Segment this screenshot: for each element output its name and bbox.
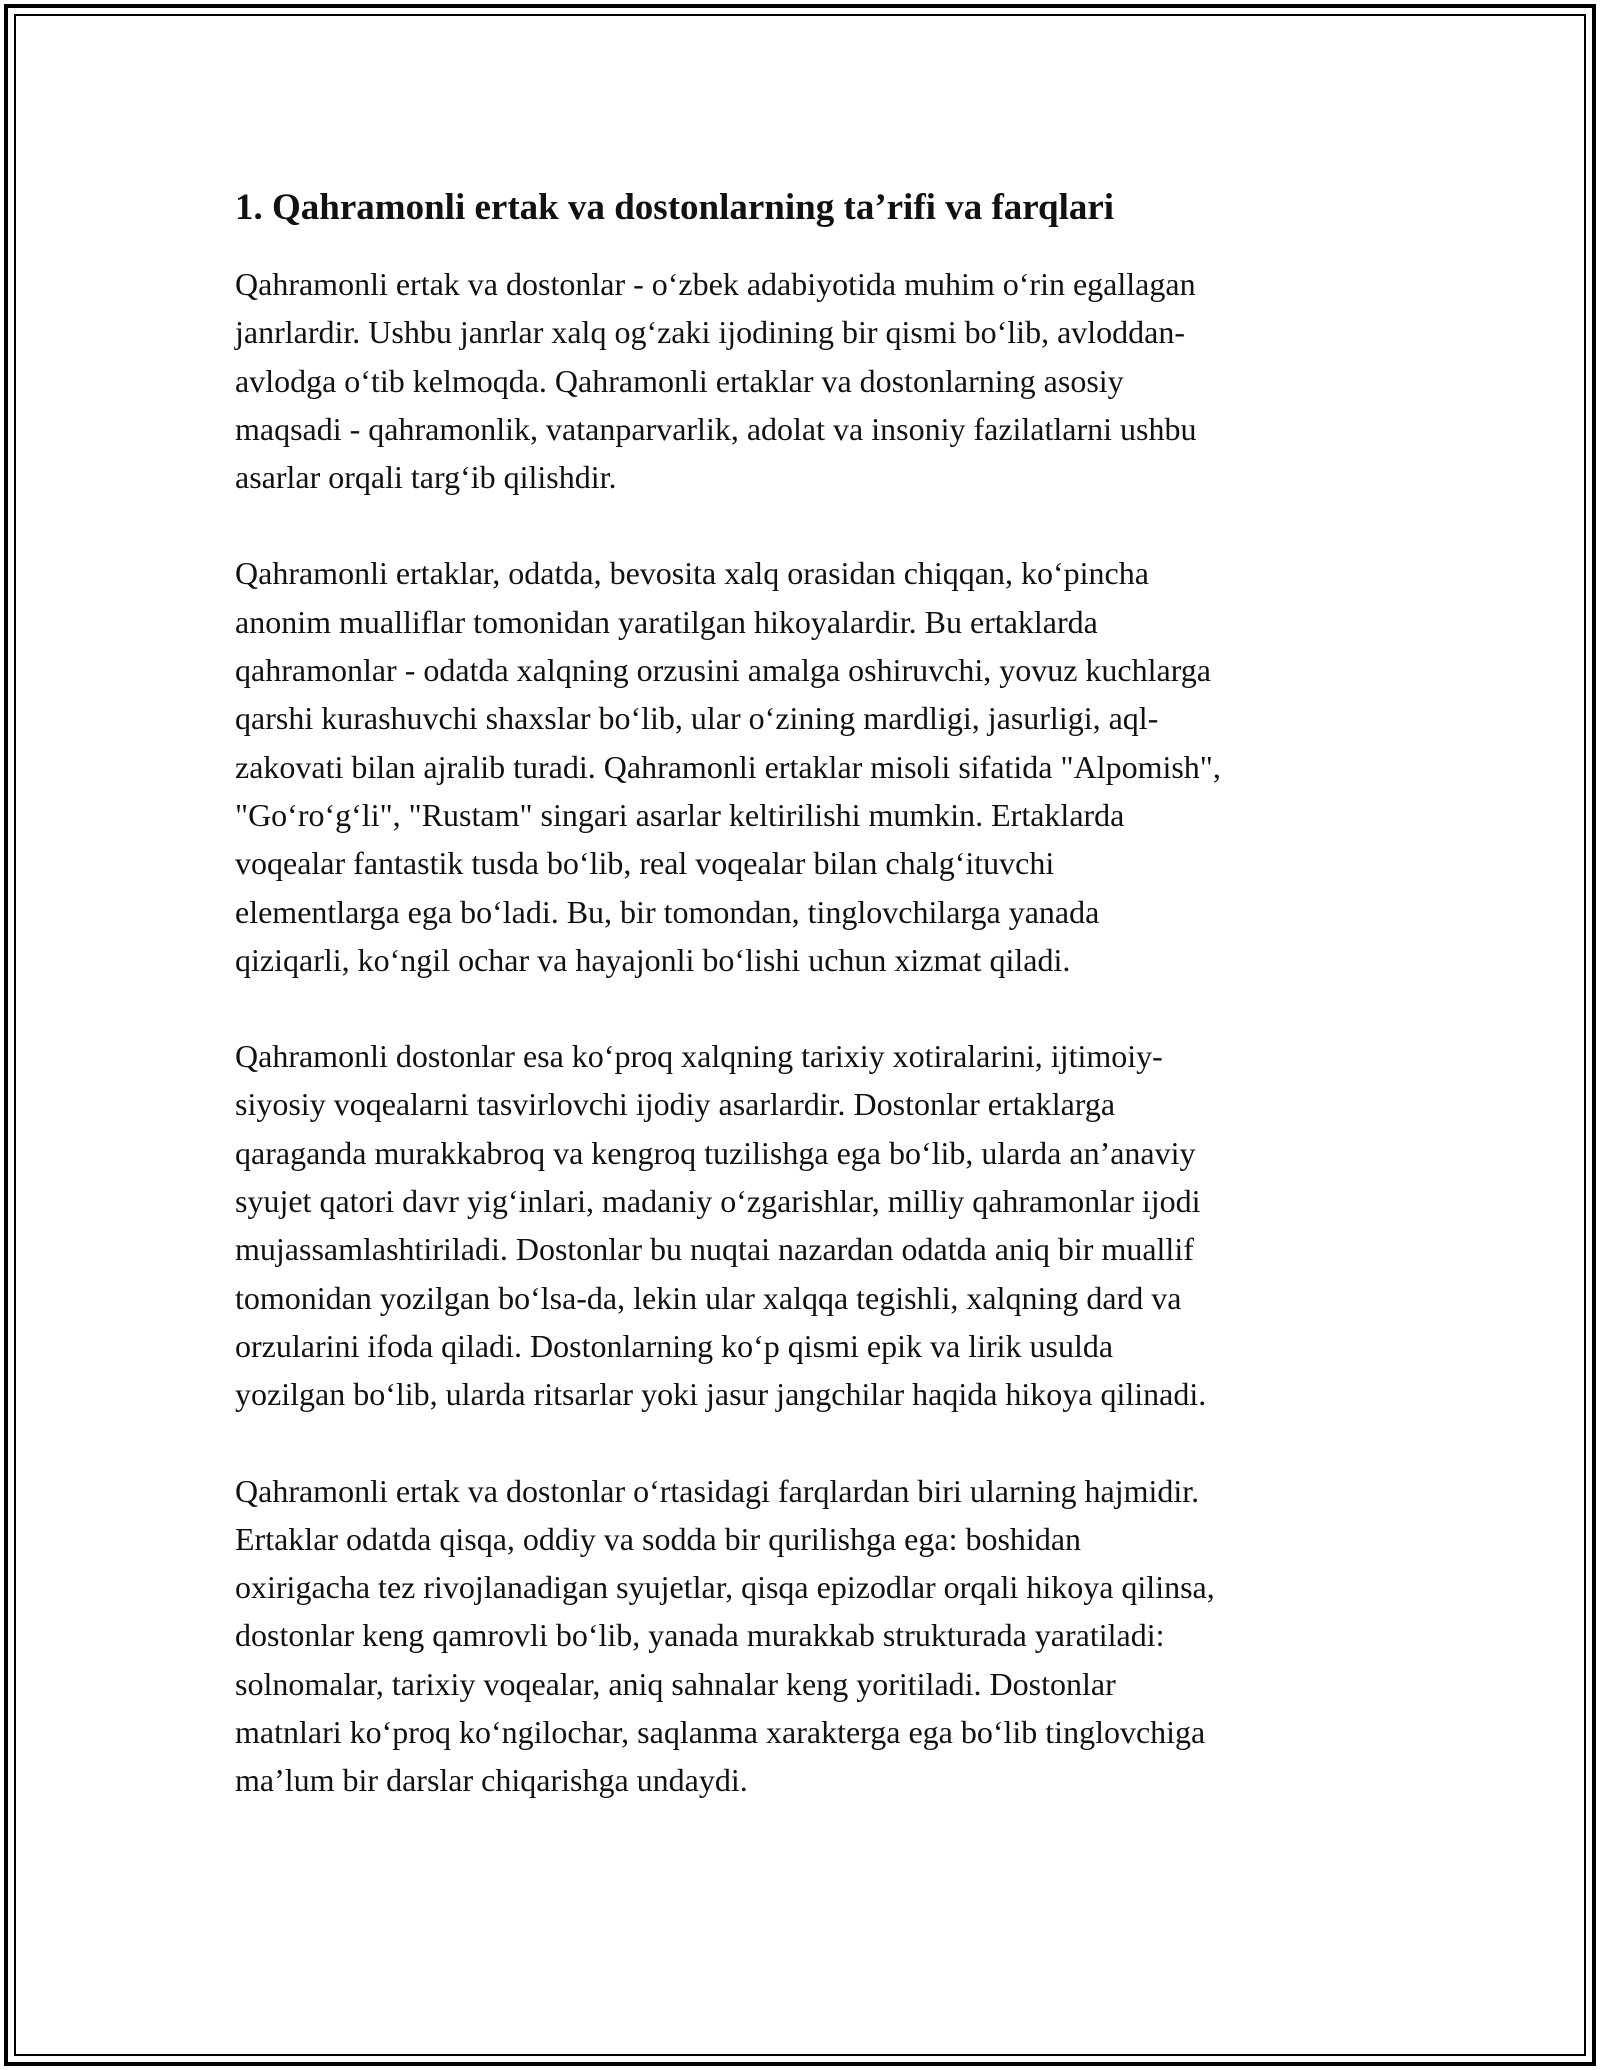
paragraph-2: Qahramonli ertaklar, odatda, bevosita xalq orasidan chiqqan, ko‘pincha anonim mualliflar tomonidan yaratilgan hikoyalardir. Bu ertaklarda qahramonlar - odatda xalqning orzusini amalga oshiruvchi, yovuz kuchlarga qarshi kurashuvchi shaxslar bo‘lib, ular o‘zining mardligi, jasurligi, aql- zakovati bilan ajralib turadi. Qahramonli ertaklar misoli sifatida "Alpomish", "Go‘ro‘g‘li", "Rustam" singari asarlar keltirilishi mumkin. Ertaklarda voqealar fantastik tusda bo‘lib, real voqealar bilan chalg‘ituvchi elementlarga ega bo‘ladi. Bu, bir tomondan, tinglovchilarga yanada qiziqarli, ko‘ngil ochar va hayajonli bo‘lishi uchun xizmat qiladi. <box>235 555 1221 978</box>
paragraph-3: Qahramonli dostonlar esa ko‘proq xalqning tarixiy xotiralarini, ijtimoiy- siyosiy voqealarni tasvirlovchi ijodiy asarlardir. Dostonlar ertaklarga qaraganda murakkabroq va kengroq tuzilishga ega bo‘lib, ularda an’anaviy syujet qatori davr yig‘inlari, madaniy o‘zgarishlar, milliy qahramonlar ijodi mujassamlashtiriladi. Dostonlar bu nuqtai nazardan odatda aniq bir muallif tomonidan yozilgan bo‘lsa-da, lekin ular xalqqa tegishli, xalqning dard va orzularini ifoda qiladi. Dostonlarning ko‘p qismi epik va lirik usulda yozilgan bo‘lib, ularda ritsarlar yoki jasur jangchilar haqida hikoya qilinadi. <box>235 1038 1207 1413</box>
paragraph-1: Qahramonli ertak va dostonlar - o‘zbek adabiyotida muhim o‘rin egallagan janrlardir. Ushbu janrlar xalq og‘zaki ijodining bir qismi bo‘lib, avloddan- avlodga o‘tib kelmoqda. Qahramonli ertaklar va dostonlarning asosiy maqsadi - qahramonlik, vatanparvarlik, adolat va insoniy fazilatlarni ushbu asarlar orqali targ‘ib qilishdir. <box>235 266 1197 496</box>
document-body <box>235 184 1375 1853</box>
section-heading: 1. Qahramonli ertak va dostonlarning ta’rifi va farqlari <box>235 187 1115 228</box>
paragraph-4: Qahramonli ertak va dostonlar o‘rtasidagi farqlardan biri ularning hajmidir. Ertaklar odatda qisqa, oddiy va sodda bir qurilishga ega: boshidan oxirigacha tez rivojlanadigan syujetlar, qisqa epizodlar orqali hikoya qilinsa, dostonlar keng qamrovli bo‘lib, yanada murakkab strukturada yaratiladi: solnomalar, tarixiy voqealar, aniq sahnalar keng yoritiladi. Dostonlar matnlari ko‘proq ko‘ngilochar, saqlanma xarakterga ega bo‘lib tinglovchiga ma’lum bir darslar chiqarishga undaydi. <box>235 1472 1215 1799</box>
